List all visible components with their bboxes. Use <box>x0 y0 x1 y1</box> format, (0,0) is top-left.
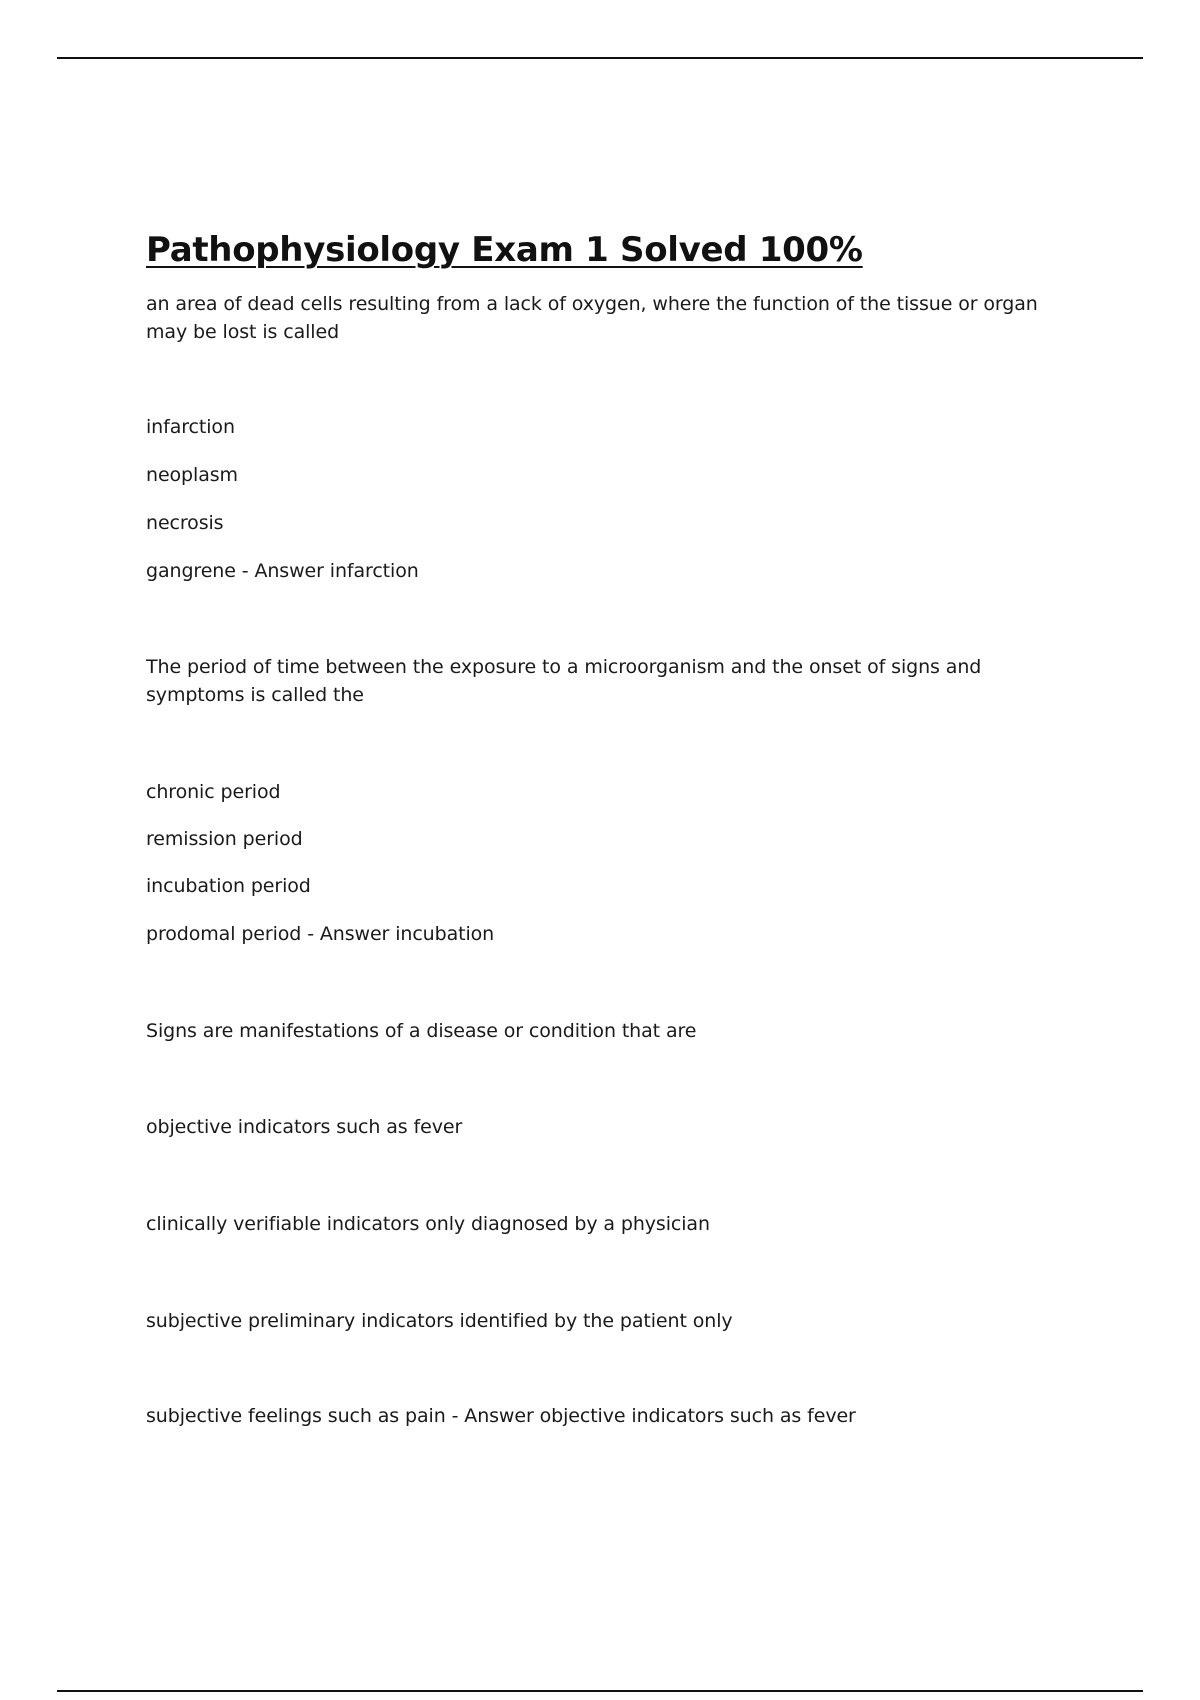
question-1-option-1: infarction <box>146 416 235 438</box>
question-2-option-4: prodomal period - Answer incubation <box>146 923 495 945</box>
question-1-option-3: necrosis <box>146 512 224 534</box>
question-1-prompt: an area of dead cells resulting from a lack of oxygen, where the function of the tissue or organ may be lost is called <box>146 293 1038 343</box>
question-3-prompt: Signs are manifestations of a disease or condition that are <box>146 1020 697 1042</box>
question-1-option-4: gangrene - Answer infarction <box>146 560 419 582</box>
question-2-option-3: incubation period <box>146 875 311 897</box>
question-3-option-1: objective indicators such as fever <box>146 1116 463 1138</box>
top-rule <box>57 57 1143 59</box>
question-1-option-2: neoplasm <box>146 464 238 486</box>
question-2-option-1: chronic period <box>146 781 281 803</box>
question-3-option-2: clinically verifiable indicators only diagnosed by a physician <box>146 1213 710 1235</box>
document-body <box>146 226 1076 1430</box>
question-2-option-2: remission period <box>146 828 303 850</box>
document-title: Pathophysiology Exam 1 Solved 100% <box>146 230 863 270</box>
question-3-option-4: subjective feelings such as pain - Answer objective indicators such as fever <box>146 1405 856 1427</box>
question-2-prompt: The period of time between the exposure to a microorganism and the onset of signs and symptoms is called the <box>146 656 982 706</box>
question-3-option-3: subjective preliminary indicators identified by the patient only <box>146 1310 733 1332</box>
bottom-rule <box>57 1690 1143 1692</box>
